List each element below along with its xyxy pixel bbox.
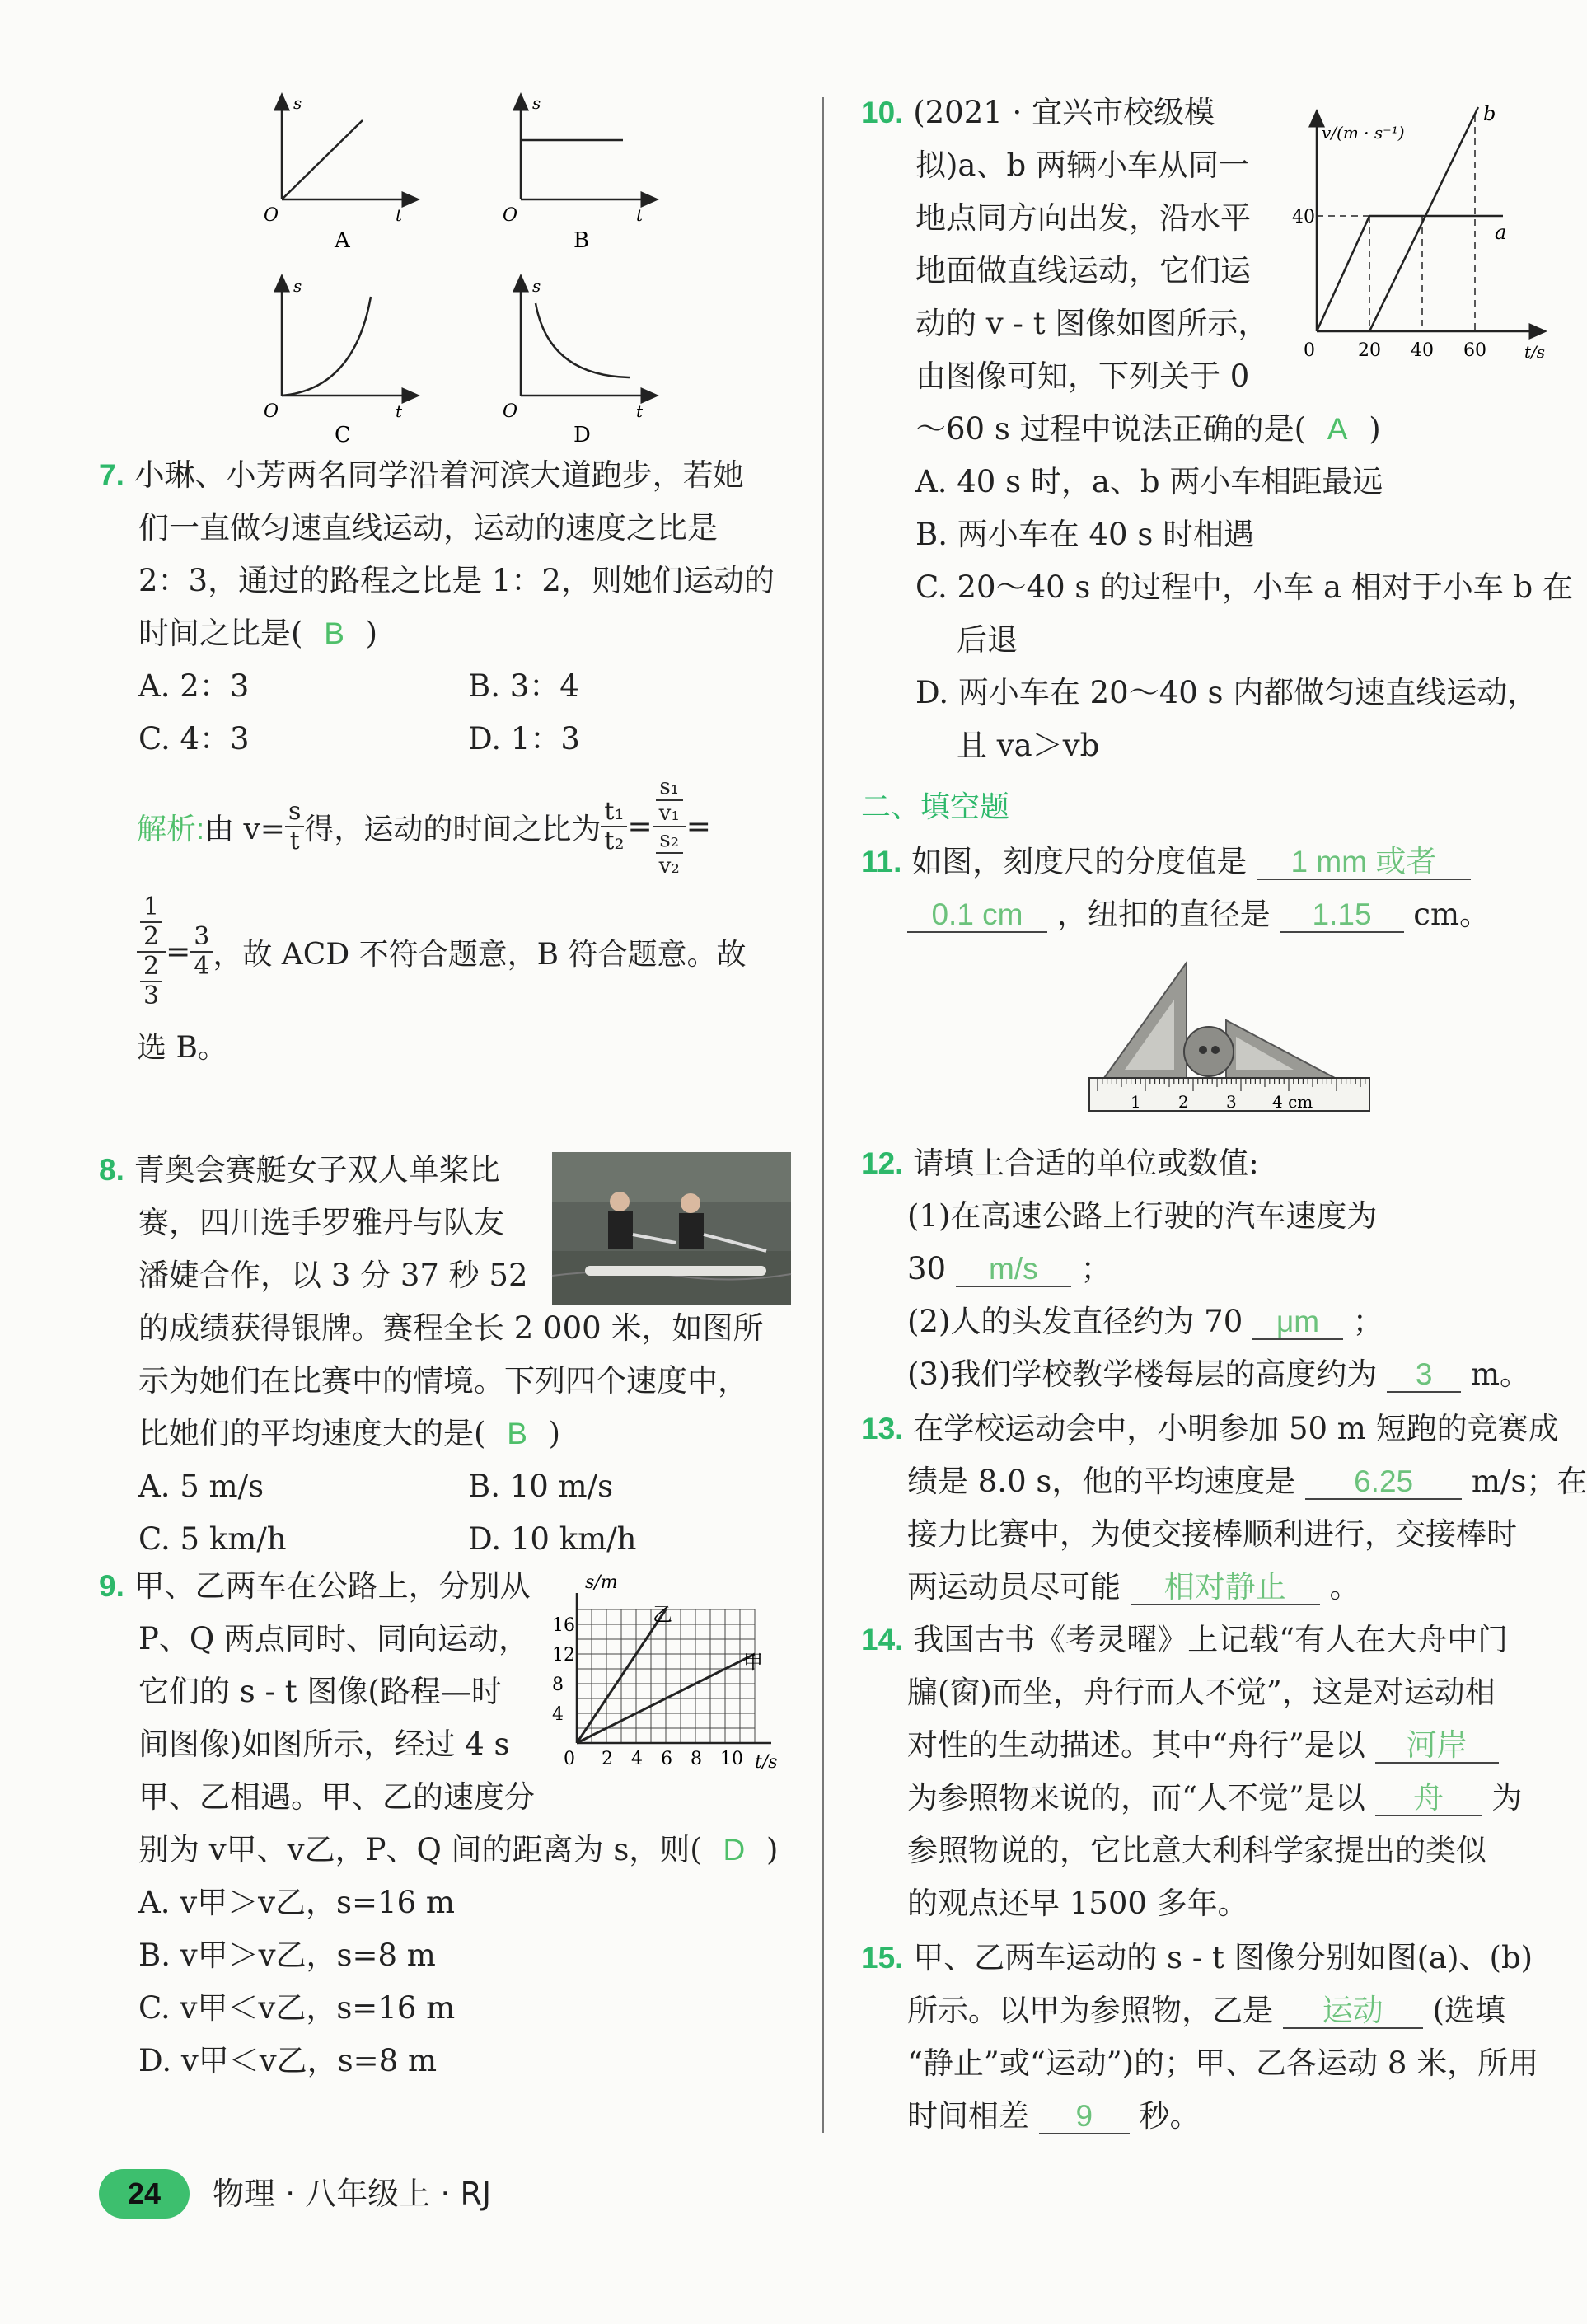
question-11: 11. 如图，刻度尺的分度值是 1 mm 或者 0.1 cm ，纽扣的直径是 1.15 cm。 <box>861 844 1491 932</box>
blank-answer: 9 <box>1039 2100 1130 2134</box>
question-9: 9. 甲、乙两车在公路上，分别从 P、Q 两点同时、同向运动， 它们的 s - t 图像(路程—时 间图像)如图所示，经过 4 s 甲、乙相遇。甲、乙的速度分 别为 v甲、v乙，P、Q 间的距离为 s，则( D ) A. v甲＞v乙，s=16 m B. v甲＞v乙，s=8 m C. v甲＜v乙，s=16 m D. v甲＜v乙，s=8 m <box>99 1560 808 2087</box>
origin-label: O <box>264 205 279 226</box>
option-a: A. v甲＞v乙，s=16 m <box>138 1885 455 1920</box>
book-title: 物理 · 八年级上 · RJ <box>213 2176 492 2212</box>
graph-c <box>264 276 412 447</box>
blank-answer: 0.1 cm <box>907 898 1047 933</box>
blank-answer: μm <box>1252 1305 1343 1340</box>
ruler-label: 3 <box>1226 1092 1237 1112</box>
x-tick-0: 0 <box>1304 340 1315 361</box>
question-14: 14. 我国古书《考灵曜》上记载“有人在大舟中门 牖(窗)而坐，舟行而人不觉”，这是对运动相 对性的生动描述。其中“舟行”是以 河岸 为参照物来说的，而“人不觉”是以 舟 为 参照物说的，它比意大利科学家提出的类似 的观点还早 1500 多年。 <box>861 1622 1523 1921</box>
series-label-a: a <box>1495 221 1507 244</box>
series-label-b: b <box>1483 102 1496 125</box>
question-number: 14. <box>861 1623 904 1656</box>
question-12: 12. 请填上合适的单位或数值: (1)在高速公路上行驶的汽车速度为 30 m/s ； (2)人的头发直径约为 70 μm ； (3)我们学校教学楼每层的高度约为 3 m。 <box>861 1146 1531 1392</box>
question-number: 9. <box>99 1569 124 1603</box>
option-b: B. 两小车在 40 s 时相遇 <box>915 517 1255 552</box>
option-b: B. v甲＞v乙，s=8 m <box>138 1937 436 1973</box>
option-c: C. 20～40 s 的过程中，小车 a 相对于小车 b 在 <box>915 569 1573 605</box>
q10-vt-graph <box>1292 99 1544 371</box>
q7-analysis: 解析: 由 v= $\frac{s}{t}$ 得，运动的时间之比为 $\frac{\text{t₁}}{\text{t₂}}$ = $\frac{\frac{\text{s₁}}{\text{v₁}}}{\frac{\text{s₂}}{\text{v₂}}}$ = $\frac{\frac{1}{2}}{\frac{2}{3}}$ = $\frac{3}{4}$ ，故 ACD 不符合题意，B 符合题意。故 选 B。 <box>137 775 747 1065</box>
ruler-label: 2 <box>1178 1092 1189 1112</box>
question-number: 12. <box>861 1146 904 1180</box>
blank-answer: 1.15 <box>1280 898 1404 933</box>
answer-choice: D <box>723 1833 746 1867</box>
graph-d <box>503 276 651 447</box>
x-tick-label: 0 <box>564 1749 575 1769</box>
question-13: 13. 在学校运动会中，小明参加 50 m 短跑的竞赛成 绩是 8.0 s，他的平均速度是 6.25 m/s；在 接力比赛中，为使交接棒顺利进行，交接棒时 两运动员尽可能 相对静止 。 <box>861 1411 1587 1605</box>
section-heading: 二、填空题 <box>861 790 1010 824</box>
question-number: 13. <box>861 1412 904 1445</box>
svg-text:s: s <box>532 276 541 296</box>
graph-a-label: A <box>335 228 350 253</box>
question-number: 7. <box>99 458 124 492</box>
q6-graphs <box>264 91 659 445</box>
ruler-illustration <box>1088 954 1373 1124</box>
svg-text:O: O <box>264 401 279 422</box>
blank-answer: 1 mm 或者 <box>1257 846 1471 880</box>
svg-text:t: t <box>636 401 644 421</box>
q9-st-graph <box>544 1570 799 1784</box>
axis-s-label: s <box>293 93 302 113</box>
blank-answer: 舟 <box>1375 1782 1482 1816</box>
option-b: B. 10 m/s <box>468 1469 614 1504</box>
question-text: 2：3，通过的路程之比是 1：2，则她们运动的 <box>138 563 775 598</box>
option-a: A. 40 s 时，a、b 两小车相距最远 <box>915 464 1383 499</box>
page-number: 24 <box>99 2169 190 2219</box>
option-d: D. v甲＜v乙，s=8 m <box>138 2043 438 2078</box>
x-tick-label: 4 <box>631 1749 643 1769</box>
svg-text:t: t <box>636 205 644 225</box>
option-b: B. 3：4 <box>468 668 579 704</box>
question-7: 7. 小琳、小芳两名同学沿着河滨大道跑步，若她 们一直做匀速直线运动，运动的速度之比是 2：3，通过的路程之比是 1：2，则她们运动的 时间之比是( B ) A. 2：3 B. 3：4 C. 4：3 D. 1：3 <box>99 449 808 766</box>
option-a: A. 2：3 <box>138 668 250 704</box>
x-tick-label: 8 <box>691 1749 702 1769</box>
svg-text:O: O <box>503 205 518 226</box>
graph-a <box>264 93 412 253</box>
y-tick-label: 4 <box>552 1704 564 1725</box>
axis-t-label: t <box>396 205 403 225</box>
option-d: D. 两小车在 20～40 s 内都做匀速直线运动， <box>915 675 1538 710</box>
graph-c-label: C <box>335 423 351 447</box>
question-number: 8. <box>99 1153 124 1187</box>
series-label-a: 甲 <box>743 1651 763 1674</box>
blank-answer: 河岸 <box>1375 1729 1499 1764</box>
answer-choice: B <box>507 1417 527 1450</box>
x-tick-60: 60 <box>1463 340 1486 361</box>
blank-answer: 6.25 <box>1305 1465 1462 1500</box>
option-c: C. 4：3 <box>138 721 250 757</box>
column-divider <box>822 97 824 2133</box>
question-number: 11. <box>861 845 902 879</box>
svg-text:s: s <box>293 276 302 296</box>
x-tick-40: 40 <box>1411 340 1434 361</box>
y-axis-label: s/m <box>585 1572 618 1593</box>
option-d: D. 10 km/h <box>468 1521 637 1557</box>
option-c: C. v甲＜v乙，s=16 m <box>138 1990 456 2026</box>
blank-answer: 3 <box>1387 1358 1461 1393</box>
question-number: 10. <box>861 96 904 129</box>
question-text: 小琳、小芳两名同学沿着河滨大道跑步，若她 <box>133 457 744 493</box>
x-tick-label: 10 <box>720 1749 743 1769</box>
x-axis-label: t/s <box>1524 342 1546 362</box>
x-tick-20: 20 <box>1358 340 1381 361</box>
svg-text:s: s <box>532 93 541 113</box>
series-label-b: 乙 <box>653 1603 672 1626</box>
blank-answer: m/s <box>956 1253 1071 1287</box>
y-tick-label: 8 <box>552 1675 564 1695</box>
answer-choice: B <box>324 616 344 650</box>
question-text: 们一直做匀速直线运动，运动的速度之比是 <box>138 510 718 546</box>
option-d: D. 1：3 <box>468 721 580 757</box>
graph-b <box>503 93 651 253</box>
y-tick-40: 40 <box>1292 207 1315 227</box>
y-axis-label: v/(m · s⁻¹) <box>1322 123 1405 143</box>
ruler-label: 4 cm <box>1272 1092 1313 1112</box>
x-tick-label: 6 <box>661 1749 672 1769</box>
graph-b-label: B <box>573 228 590 253</box>
y-tick-label: 16 <box>552 1615 575 1636</box>
graph-d-label: D <box>573 423 591 447</box>
question-10: 10. (2021 · 宜兴市校级模 拟)a、b 两辆小车从同一 地点同方向出发，沿水平 地面做直线运动，它们运 动的 v - t 图像如图所示， 由图像可知，下列关于 0 ～60 s 过程中说法正确的是( A ) A. 40 s 时，a、b 两小车相距最远 B. 两小车在 40 s 时相遇 C. 20～40 s 的过程中，小车 a 相对于小车 b 在 后退 D. 两小车在 20～40 s 内都做匀速直线运动， 且 va＞vb <box>861 95 1573 763</box>
rowing-photo <box>552 1152 791 1305</box>
ruler-label: 1 <box>1131 1092 1141 1112</box>
svg-text:O: O <box>503 401 518 422</box>
blank-answer: 运动 <box>1283 1994 1423 2029</box>
y-tick-label: 12 <box>552 1645 575 1666</box>
question-number: 15. <box>861 1941 904 1975</box>
x-axis-label: t/s <box>755 1752 778 1773</box>
answer-choice: A <box>1327 412 1348 446</box>
question-15: 15. 甲、乙两车运动的 s - t 图像分别如图(a)、(b) 所示。以甲为参照物，乙是 运动 (选填 “静止”或“运动”)的；甲、乙各运动 8 米，所用 时间相差 9 秒。 <box>861 1940 1539 2134</box>
svg-text:t: t <box>396 401 403 421</box>
question-8: 8. 青奥会赛艇女子双人单桨比 赛，四川选手罗雅丹与队友 潘婕合作，以 3 分 37 秒 52 的成绩获得银牌。赛程全长 2 000 米，如图所 示为她们在比赛中的情境。下列四个速度中， 比她们的平均速度大的是( B ) A. 5 m/s B. 10 m/s C. 5 km/h D. 10 km/h <box>99 1144 808 1566</box>
blank-answer: 相对静止 <box>1131 1571 1320 1605</box>
option-c: C. 5 km/h <box>138 1521 287 1557</box>
option-a: A. 5 m/s <box>138 1469 264 1504</box>
x-tick-label: 2 <box>602 1749 613 1769</box>
analysis-label: 解析: <box>137 811 205 846</box>
